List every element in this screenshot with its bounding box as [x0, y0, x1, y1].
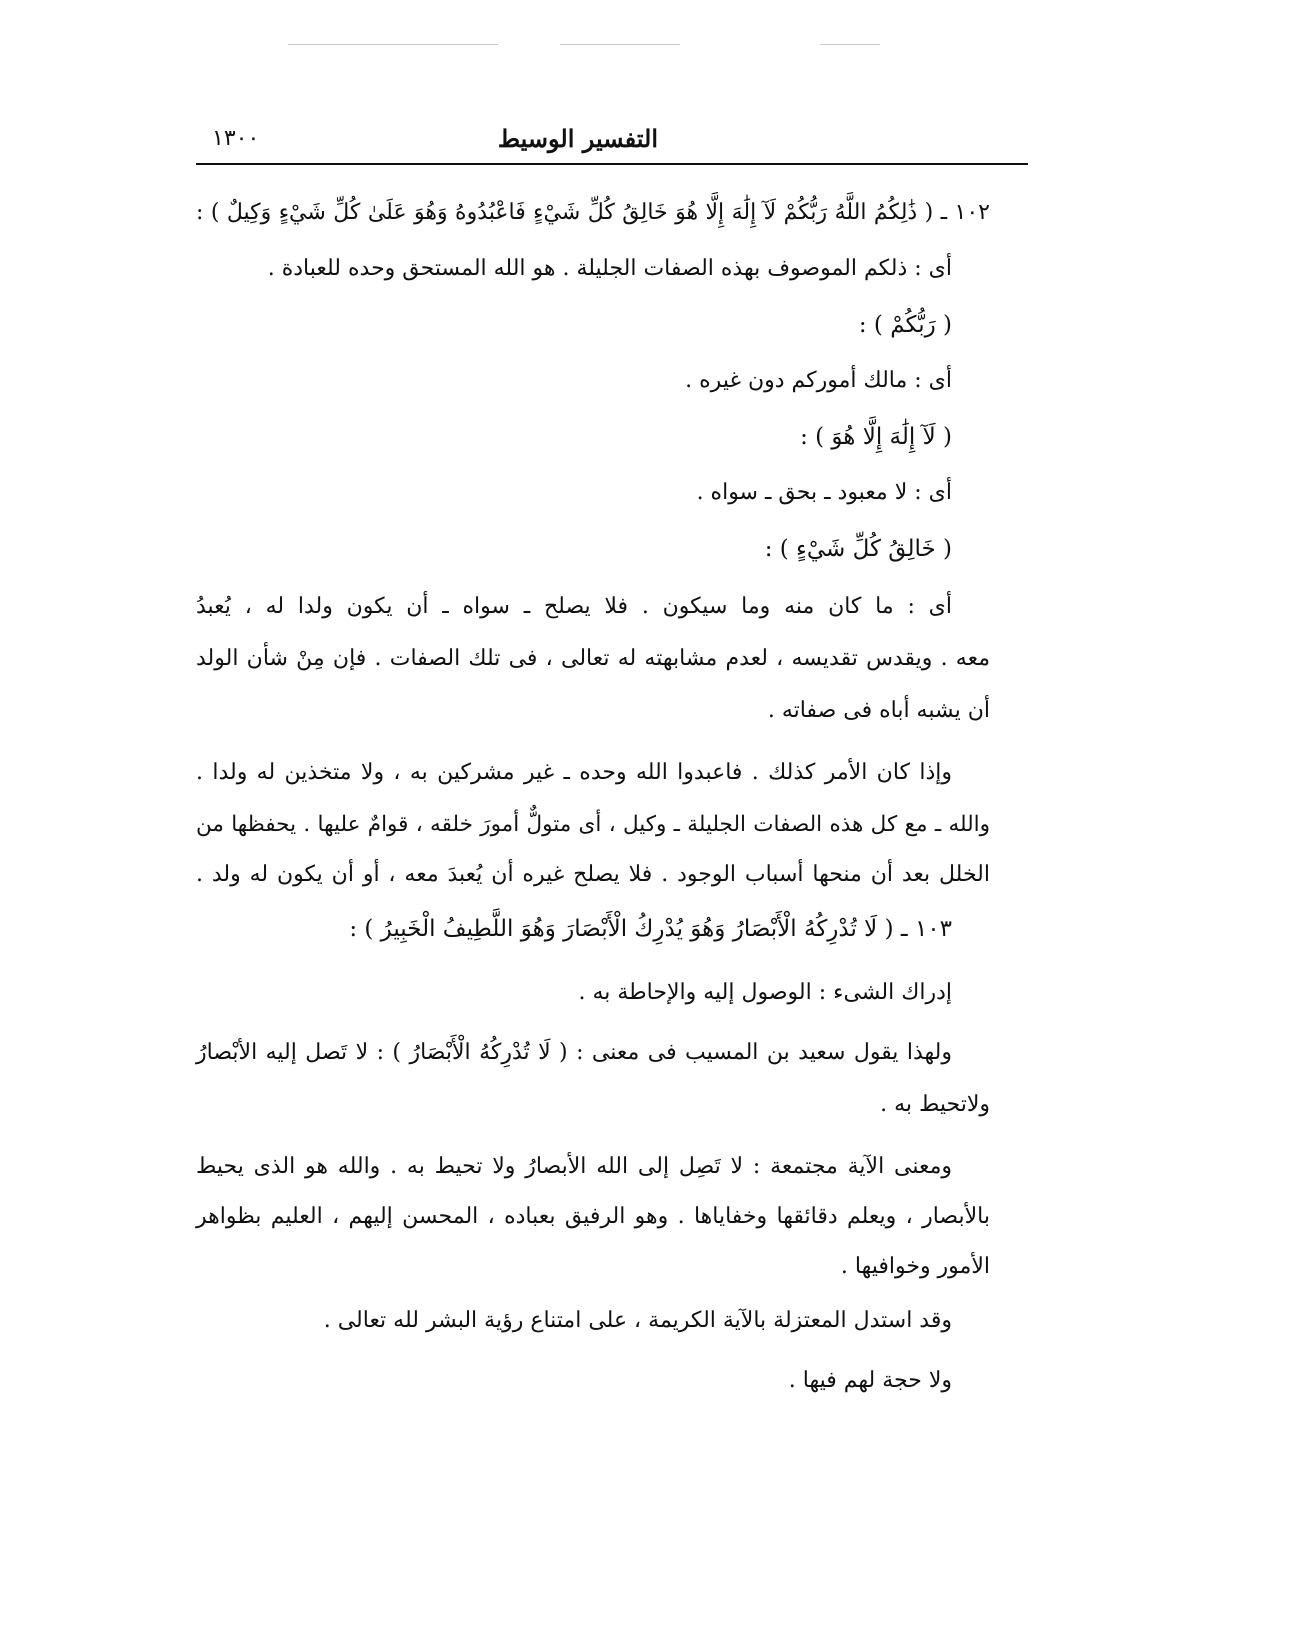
paragraph-line: ومعنى الآية مجتمعة : لا تَصِل إلى الله الأبصارُ ولا تحيط به . والله هو الذى يحيط [196, 1154, 952, 1179]
paragraph-line: أى : ما كان منه وما سيكون . فلا يصلح ـ سواه ـ أن يكون ولدا له ، يُعبدُ [196, 594, 952, 619]
paragraph-line: أن يشبه أباه فى صفاته . [767, 698, 990, 723]
verse-103-heading: ١٠٣ ـ ( لَا تُدْرِكُهُ الْأَبْصَارُ وَهُوَ يُدْرِكُ الْأَبْصَارَ وَهُوَ اللَّطِيفُ الْخَبِيرُ ) : [349, 916, 952, 942]
paragraph-line: أى : لا معبود ـ بحق ـ سواه . [696, 480, 952, 505]
scan-artifact-line [560, 44, 680, 45]
page-number: ١٣٠٠ [212, 126, 260, 151]
paragraph-line: وقد استدل المعتزلة بالآية الكريمة ، على امتناع رؤية البشر لله تعالى . [323, 1308, 952, 1333]
page-header [196, 118, 1028, 166]
quote-la-ilaha: ( لَآ إِلَٰهَ إِلَّا هُوَ ) : [800, 424, 952, 450]
header-rule [196, 163, 1028, 165]
paragraph-line: بالأبصار ، ويعلم دقائقها وخفاياها . وهو الرفيق بعباده ، المحسن إليهم ، العليم بظواهر [196, 1204, 990, 1229]
scan-artifact-line [820, 44, 880, 45]
paragraph-line: وإذا كان الأمر كذلك . فاعبدوا الله وحده ـ غير مشركين به ، ولا متخذين له ولدا . [196, 760, 952, 785]
paragraph-line: أى : مالك أموركم دون غيره . [685, 368, 952, 393]
paragraph-line: معه . ويقدس تقديسه ، لعدم مشابهته له تعالى ، فى تلك الصفات . فإن مِنْ شأن الولد [196, 646, 990, 671]
quote-khaliq: ( خَالِقُ كُلِّ شَيْءٍ ) : [764, 536, 952, 562]
paragraph-line: ولا حجة لهم فيها . [788, 1368, 952, 1393]
paragraph-line: ولاتحيط به . [880, 1092, 990, 1117]
verse-102-heading: ١٠٢ ـ ( ذَٰلِكُمُ اللَّهُ رَبُّكُمْ لَآ إِلَٰهَ إِلَّا هُوَ خَالِقُ كُلِّ شَيْءٍ فَاعْبُدُوهُ وَهُوَ عَلَىٰ كُلِّ شَيْءٍ وَكِيلٌ ) : [196, 200, 990, 225]
paragraph-line: إدراك الشىء : الوصول إليه والإحاطة به . [578, 980, 952, 1005]
paragraph-line: ولهذا يقول سعيد بن المسيب فى معنى : ( لَا تُدْرِكُهُ الْأَبْصَارُ ) : لا تَصل إليه الأبْصارُ [196, 1040, 952, 1065]
paragraph-line: الخلل بعد أن منحها أسباب الوجود . فلا يصلح غيره أن يُعبدَ معه ، أو أن يكون له ولد . [196, 862, 990, 887]
book-title: التفسير الوسيط [497, 124, 658, 153]
paragraph-line: الأمور وخوافيها . [840, 1254, 990, 1279]
quote-rabbukum: ( رَبُّكُمْ ) : [858, 312, 952, 338]
scan-artifact-line [288, 44, 498, 45]
paragraph-line: أى : ذلكم الموصوف بهذه الصفات الجليلة . هو الله المستحق وحده للعبادة . [267, 256, 952, 281]
paragraph-line: والله ـ مع كل هذه الصفات الجليلة ـ وكيل ، أى متولٌّ أمورَ خلقه ، قوامٌ عليها . يحفظها من [196, 812, 990, 837]
